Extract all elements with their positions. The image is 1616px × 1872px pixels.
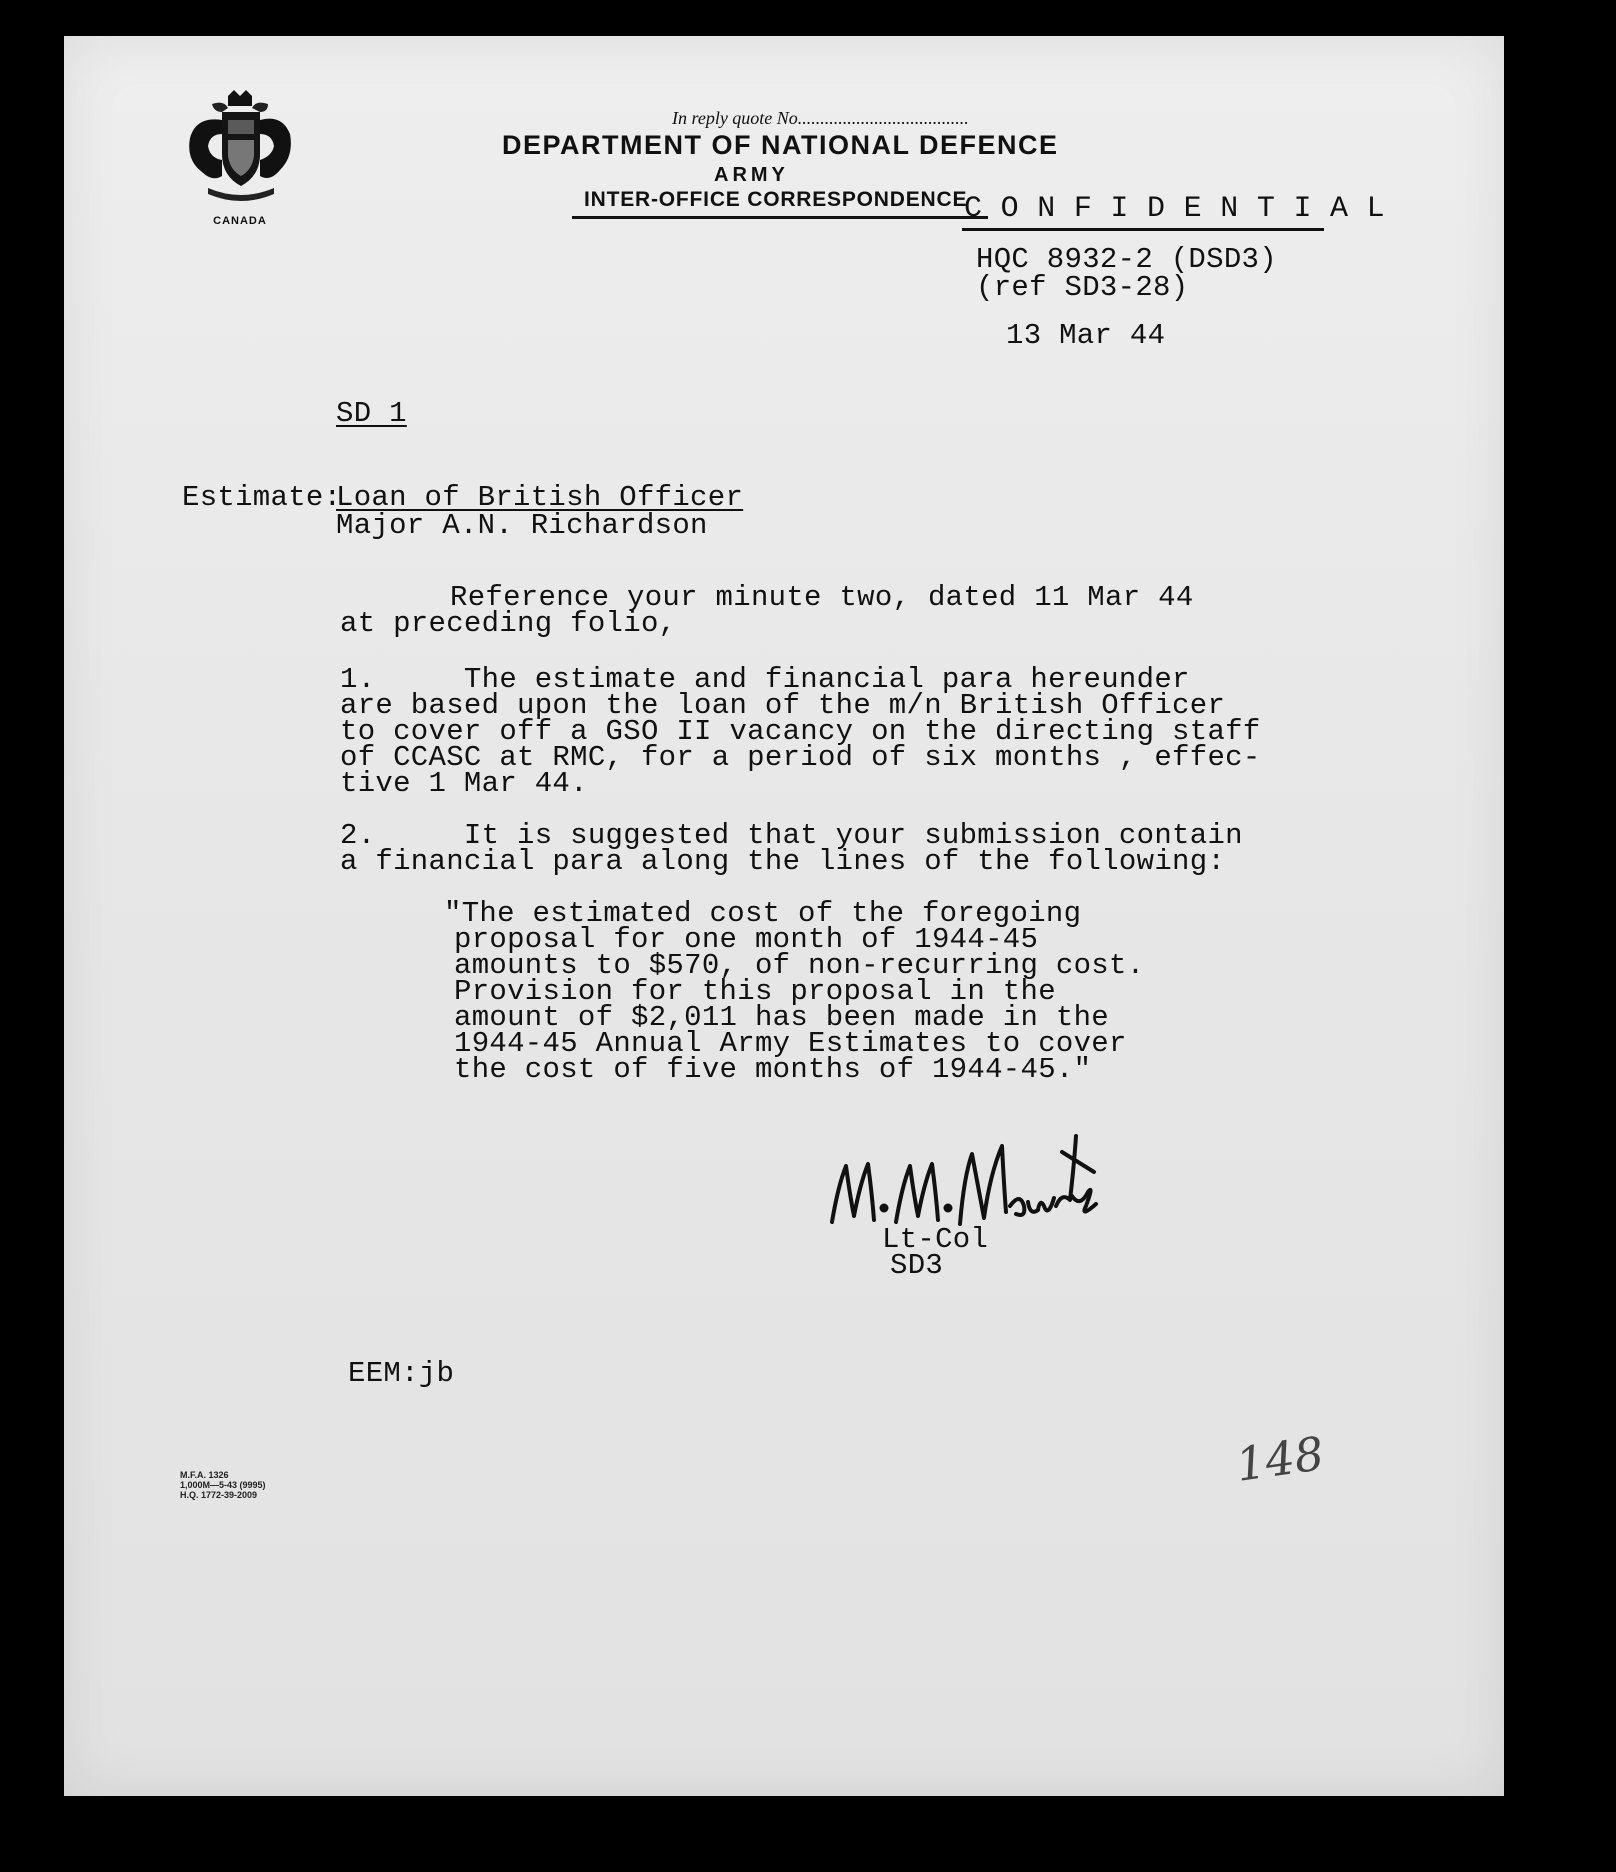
para1-line: are based upon the loan of the m/n British Officer [340,689,1226,722]
form-code-line: H.Q. 1772-39-2009 [180,1490,258,1500]
para2-line: 2. It is suggested that your submission contain [340,819,1243,852]
signature-icon [824,1126,1104,1236]
quote-line: Provision for this proposal in the [454,975,1056,1008]
para1-line: tive 1 Mar 44. [340,767,588,800]
quote-line: the cost of five months of 1944-45." [454,1053,1092,1086]
confidential-underline [962,228,1324,231]
coat-of-arms-crest [182,90,298,227]
subject-label: Estimate: [182,481,342,514]
document-page [64,36,1504,1796]
para1-line: 1. The estimate and financial para hereunder [340,663,1190,696]
subject-line-2: Major A.N. Richardson [336,509,708,542]
confidential-stamp: C O N F I D E N T I A L [964,192,1385,226]
file-number: HQC 8932-2 (DSD3) [976,243,1277,276]
quote-line: 1944-45 Annual Army Estimates to cover [454,1027,1127,1060]
signer-rank: Lt-Col [882,1223,989,1256]
letter-date: 13 Mar 44 [1006,319,1166,352]
form-code-line: M.F.A. 1326 [180,1470,229,1480]
para2-line: a financial para along the lines of the following: [340,845,1226,878]
intro-line: at preceding folio, [340,607,677,640]
quote-line: amount of $2,011 has been made in the [454,1001,1110,1034]
subject-line-1: Loan of British Officer [336,481,744,514]
form-type-title: INTER-OFFICE CORRESPONDENCE [584,188,968,211]
quote-line: proposal for one month of 1944-45 [454,923,1039,956]
para1-line: to cover off a GSO II vacancy on the directing staff [340,715,1261,748]
quote-line: "The estimated cost of the foregoing [444,897,1082,930]
typist-initials: EEM:jb [348,1357,455,1390]
crest-caption: CANADA [213,215,267,227]
folio-number: 148 [1232,1426,1328,1492]
department-title: DEPARTMENT OF NATIONAL DEFENCE [502,130,1059,160]
addressee: SD 1 [336,397,407,430]
crest-icon [182,90,298,210]
reference-number: (ref SD3-28) [976,271,1189,304]
signer-unit: SD3 [890,1249,944,1282]
letterhead-divider [572,216,988,219]
branch-title: ARMY [714,164,789,186]
quote-line: amounts to $570, of non-recurring cost. [454,949,1145,982]
intro-line: Reference your minute two, dated 11 Mar 44 [450,581,1194,614]
form-code-line: 1,000M—5-43 (9995) [180,1480,266,1490]
reply-quote-line: In reply quote No...................................... [672,108,969,128]
para1-line: of CCASC at RMC, for a period of six months , effec- [340,741,1261,774]
